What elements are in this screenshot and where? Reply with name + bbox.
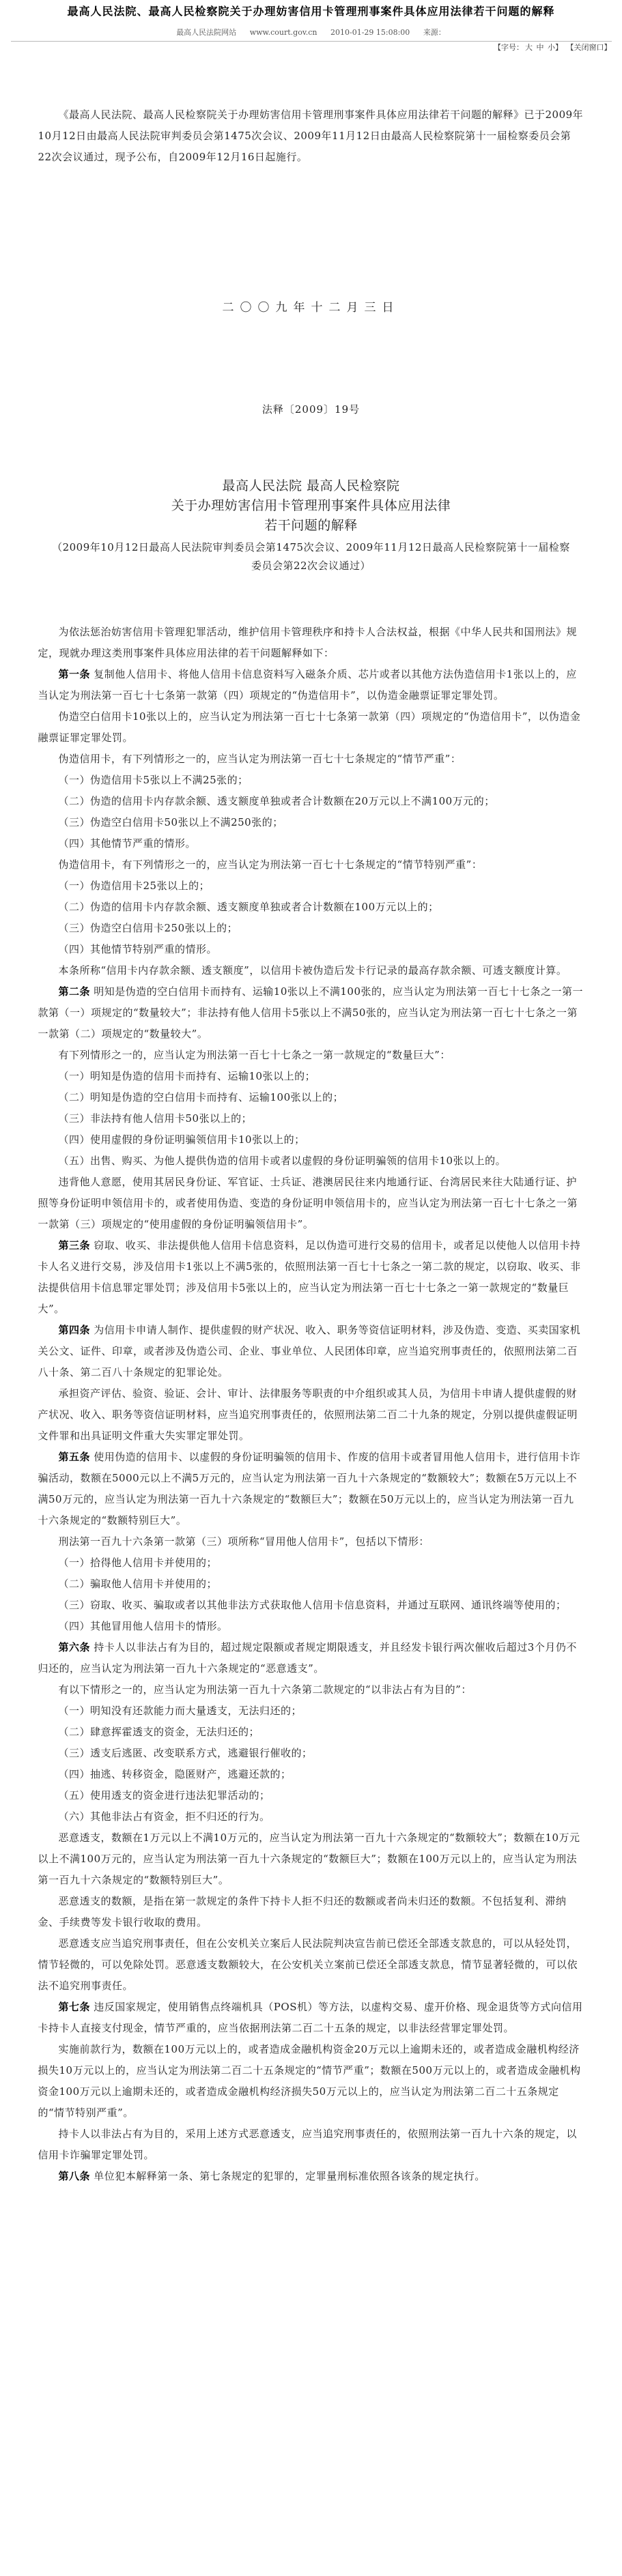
clause-text: （四）其他情节严重的情形。: [58, 837, 197, 850]
clause-paragraph: [38, 2124, 584, 2166]
clause-text: （一）拾得他人信用卡并使用的；: [58, 1557, 218, 1569]
publish-time: 2010-01-29 15:08:00: [330, 28, 410, 37]
clause-text: （三）非法持有他人信用卡50张以上的；: [58, 1112, 253, 1125]
clause-paragraph: [38, 1447, 584, 1531]
clause-paragraph: [38, 1066, 584, 1087]
font-size-label: 【字号：: [494, 43, 524, 52]
clause-text: （五）使用透支的资金进行违法犯罪活动的；: [58, 1789, 270, 1801]
clause-paragraph: [38, 1552, 584, 1574]
clause-text: （三）窃取、收买、骗取或者以其他非法方式获取他人信用卡信息资料，并通过互联网、通讯终端等使用的；: [58, 1599, 567, 1611]
clause-text: 有下列情形之一的，应当认定为刑法第一百七十七条之一第一款规定的“数量巨大”：: [58, 1049, 451, 1061]
clause-text: （一）伪造信用卡25张以上的；: [58, 880, 210, 892]
clause-paragraph: [38, 981, 584, 1045]
clause-paragraph: [38, 2039, 584, 2124]
clause-paragraph: [38, 1997, 584, 2039]
issue-date: 二〇〇九年十二月三日: [222, 301, 400, 315]
clause-paragraph: [38, 1320, 584, 1383]
clause-text: 使用伪造的信用卡、以虚假的身份证明骗领的信用卡、作废的信用卡或者冒用他人信用卡，进行信用卡诈骗活动，数额在5000元以上不满5万元的，应当认定为刑法第一百九十六条规定的“数额较大”；数额在5万元以上不满50万元的，应当认定为刑法第一百九十六条规定的“数额巨大”；数额在50万元以上的，应当认定为刑法第一百九十六条规定的“数额特别巨大”。: [38, 1451, 581, 1526]
clause-paragraph: [38, 1616, 584, 1637]
clause-paragraph: [38, 875, 584, 897]
clause-paragraph: [38, 1531, 584, 1552]
clause-paragraph: [38, 939, 584, 960]
clause-text: 承担资产评估、验资、验证、会计、审计、法律服务等职责的中介组织或其人员，为信用卡申请人提供虚假的财产状况、收入、职务等资信证明材料，应当追究刑事责任的，依照刑法第二百二十九条的规定，分别以提供虚假证明文件罪和出具证明文件重大失实罪定罪处罚。: [38, 1387, 578, 1442]
article-number: 第八条: [58, 2170, 91, 2182]
clause-paragraph: [38, 1827, 584, 1891]
clause-text: （二）骗取他人信用卡并使用的；: [58, 1578, 218, 1590]
clause-paragraph: [38, 706, 584, 749]
clause-paragraph: [38, 897, 584, 918]
clause-paragraph: [38, 1045, 584, 1066]
clause-text: 明知是伪造的空白信用卡而持有、运输10张以上不满100张的，应当认定为刑法第一百七十七条之一第一款第（一）项规定的“数量较大”；非法持有他人信用卡5张以上不满50张的，应当认定为刑法第一百七十七条之一第一款第（二）项规定的“数量较大”。: [38, 985, 584, 1040]
clause-paragraph: [38, 1701, 584, 1722]
clause-paragraph: [38, 1574, 584, 1595]
source-url: www.court.gov.cn: [249, 28, 317, 37]
clause-paragraph: [38, 1743, 584, 1764]
clause-paragraph: [38, 918, 584, 939]
clause-text: 刑法第一百九十六条第一款第（三）项所称“冒用他人信用卡”，包括以下情形：: [58, 1535, 429, 1548]
clause-paragraph: [38, 1637, 584, 1679]
clause-text: 违背他人意愿，使用其居民身份证、军官证、士兵证、港澳居民往来内地通行证、台湾居民来往大陆通行证、护照等身份证明申领信用卡的，或者使用伪造、变造的身份证明申领信用卡的，应当认定为刑法第一百七十七条之一第一款第（三）项规定的“使用虚假的身份证明骗领信用卡”。: [38, 1176, 578, 1230]
clause-text: 伪造空白信用卡10张以上的，应当认定为刑法第一百七十七条第一款第（四）项规定的“伪造信用卡”，以伪造金融票证罪定罪处罚。: [38, 710, 581, 744]
adoption-note: （2009年10月12日最高人民法院审判委员会第1475次会议、2009年11月12日最高人民检察院第十一届检察委员会第22次会议通过）: [52, 541, 570, 572]
clause-paragraph: [38, 770, 584, 791]
clause-paragraph: [38, 1129, 584, 1150]
clause-text: 窃取、收买、非法提供他人信用卡信息资料，足以伪造可进行交易的信用卡，或者足以使他人以信用卡持卡人名义进行交易，涉及信用卡1张以上不满5张的，依照刑法第一百七十七条之一第二款的规定，以窃取、收买、非法提供信用卡信息罪定罪处罚；涉及信用卡5张以上的，应当认定为刑法第一百七十七条之一第一款规定的“数量巨大”。: [38, 1239, 581, 1315]
clause-text: （四）使用虚假的身份证明骗领信用卡10张以上的；: [58, 1133, 305, 1146]
font-size-bracket: 】: [555, 43, 563, 52]
doc-heading-line-1: 最高人民法院 最高人民检察院: [222, 478, 400, 493]
clause-paragraph: [38, 1764, 584, 1785]
clause-text: 为信用卡申请人制作、提供虚假的财产状况、收入、职务等资信证明材料，涉及伪造、变造、买卖国家机关公文、证件、印章，或者涉及伪造公司、企业、事业单位、人民团体印章，应当追究刑事责任的，依照刑法第二百八十条、第二百八十条规定的犯罪论处。: [38, 1324, 581, 1378]
clause-text: （三）伪造空白信用卡50张以上不满250张的；: [58, 816, 283, 828]
tools-bar: [11, 41, 612, 53]
clause-text: （一）明知是伪造的信用卡而持有、运输10张以上的；: [58, 1070, 316, 1082]
clause-paragraph: [38, 791, 584, 812]
viewer-label: 来源：: [423, 28, 446, 37]
article-body: [38, 104, 584, 2187]
clause-text: 持卡人以非法占有为目的，采用上述方式恶意透支，应当追究刑事责任的，依照刑法第一百九十六条的规定，以信用卡诈骗罪定罪处罚。: [38, 2128, 578, 2161]
clause-text: （一）明知没有还款能力而大量透支，无法归还的；: [58, 1705, 302, 1717]
font-size-large-link[interactable]: 大: [525, 43, 533, 52]
clause-paragraph: [38, 1595, 584, 1616]
document-number: 法释〔2009〕19号: [261, 403, 361, 416]
article-number: 第六条: [58, 1641, 91, 1653]
clause-text: 实施前款行为，数额在100万元以上的，或者造成金融机构资金20万元以上逾期未还的，或者造成金融机构经济损失10万元以上的，应当认定为刑法第二百二十五条规定的“情节严重”；数额在500万元以上的，或者造成金融机构资金100万元以上逾期未还的，或者造成金融机构经济损失50万元以上的，应当认定为刑法第二百二十五条规定的“情节特别严重”。: [38, 2043, 581, 2119]
clause-paragraph: [38, 1383, 584, 1447]
article-number: 第四条: [58, 1324, 91, 1336]
font-size-medium-link[interactable]: 中: [536, 43, 544, 52]
clause-text: （二）伪造的信用卡内存款余额、透支额度单独或者合计数额在100万元以上的；: [58, 901, 439, 913]
doc-heading-line-3: 若干问题的解释: [264, 518, 358, 533]
article-number: 第一条: [58, 668, 91, 680]
clause-paragraph: [38, 833, 584, 854]
clauses: [38, 622, 584, 2187]
clause-text: （四）其他情节特别严重的情形。: [58, 943, 218, 955]
clause-text: （二）明知是伪造的空白信用卡而持有、运输100张以上的；: [58, 1091, 344, 1103]
clause-paragraph: [38, 664, 584, 706]
clause-text: 伪造信用卡，有下列情形之一的，应当认定为刑法第一百七十七条规定的“情节严重”：: [58, 753, 462, 765]
clause-paragraph: [38, 1785, 584, 1806]
clause-paragraph: [38, 1235, 584, 1320]
clause-text: （六）其他非法占有资金，拒不归还的行为。: [58, 1810, 270, 1823]
clause-text: （五）出售、购买、为他人提供伪造的信用卡或者以虚假的身份证明骗领的信用卡10张以上的。: [58, 1155, 507, 1167]
clause-paragraph: [38, 2166, 584, 2187]
clause-text: （三）透支后逃匿、改变联系方式，逃避银行催收的；: [58, 1747, 313, 1759]
clause-text: （二）伪造的信用卡内存款余额、透支额度单独或者合计数额在20万元以上不满100万元的；: [58, 795, 495, 807]
clause-paragraph: [38, 1933, 584, 1997]
clause-paragraph: [38, 749, 584, 770]
close-window-link[interactable]: 【关闭窗口】: [566, 43, 612, 52]
clause-paragraph: [38, 622, 584, 664]
article-number: 第三条: [58, 1239, 91, 1251]
intro-paragraph: 《最高人民法院、最高人民检察院关于办理妨害信用卡管理刑事案件具体应用法律若干问题的解释》已于2009年10月12日由最高人民法院审判委员会第1475次会议、2009年11月12日由最高人民检察院第十一届检察委员会第22次会议通过，现予公布，自2009年12月16日起施行。: [38, 108, 584, 163]
clause-paragraph: [38, 1150, 584, 1172]
source-label: 最高人民法院网站: [176, 28, 237, 37]
clause-paragraph: [38, 1108, 584, 1129]
clause-text: 恶意透支，数额在1万元以上不满10万元的，应当认定为刑法第一百九十六条规定的“数额较大”；数额在10万元以上不满100万元的，应当认定为刑法第一百九十六条规定的“数额巨大”；数额在100万元以上的，应当认定为刑法第一百九十六条规定的“数额特别巨大”。: [38, 1832, 580, 1886]
clause-text: （一）伪造信用卡5张以上不满25张的；: [58, 774, 249, 786]
page-title: 最高人民法院、最高人民检察院关于办理妨害信用卡管理刑事案件具体应用法律若干问题的解释: [67, 5, 555, 18]
clause-text: 为依法惩治妨害信用卡管理犯罪活动，维护信用卡管理秩序和持卡人合法权益，根据《中华人民共和国刑法》规定，现就办理这类刑事案件具体应用法律的若干问题解释如下：: [38, 626, 578, 659]
font-size-small-link[interactable]: 小: [548, 43, 555, 52]
article-number: 第二条: [58, 985, 91, 998]
clause-paragraph: [38, 1806, 584, 1827]
clause-text: 恶意透支应当追究刑事责任，但在公安机关立案后人民法院判决宣告前已偿还全部透支款息的，可以从轻处罚，情节轻微的，可以免除处罚。恶意透支数额较大，在公安机关立案前已偿还全部透支款息，情节显著轻微的，可以依法不追究刑事责任。: [38, 1937, 578, 1992]
article-number: 第五条: [58, 1451, 91, 1463]
clause-paragraph: [38, 1722, 584, 1743]
clause-paragraph: [38, 960, 584, 981]
clause-text: （四）抽逃、转移资金，隐匿财产，逃避还款的；: [58, 1768, 292, 1780]
article-meta: [72, 27, 550, 38]
clause-text: （三）伪造空白信用卡250张以上的；: [58, 922, 238, 934]
clause-text: 违反国家规定，使用销售点终端机具（POS机）等方法，以虚构交易、虚开价格、现金退货等方式向信用卡持卡人直接支付现金，情节严重的，应当依据刑法第二百二十五条的规定，以非法经营罪定罪处罚。: [38, 2001, 583, 2034]
clause-paragraph: [38, 854, 584, 875]
clause-text: 单位犯本解释第一条、第七条规定的犯罪的，定罪量刑标准依照各该条的规定执行。: [94, 2170, 485, 2182]
clause-text: 有以下情形之一的，应当认定为刑法第一百九十六条第二款规定的“以非法占有为目的”：: [58, 1683, 472, 1696]
clause-text: 伪造信用卡，有下列情形之一的，应当认定为刑法第一百七十七条规定的“情节特别严重”：: [58, 858, 483, 871]
clause-text: （二）肆意挥霍透支的资金，无法归还的；: [58, 1726, 260, 1738]
clause-text: 复制他人信用卡、将他人信用卡信息资料写入磁条介质、芯片或者以其他方法伪造信用卡1张以上的，应当认定为刑法第一百七十七条第一款第（四）项规定的“伪造信用卡”，以伪造金融票证罪定罪处罚。: [38, 668, 577, 701]
clause-text: 本条所称“信用卡内存款余额、透支额度”，以信用卡被伪造后发卡行记录的最高存款余额、可透支额度计算。: [58, 964, 567, 976]
clause-paragraph: [38, 1679, 584, 1701]
clause-paragraph: [38, 1172, 584, 1235]
clause-paragraph: [38, 812, 584, 833]
clause-paragraph: [38, 1087, 584, 1108]
clause-text: （四）其他冒用他人信用卡的情形。: [58, 1620, 228, 1632]
clause-text: 持卡人以非法占有为目的，超过规定限额或者规定期限透支，并且经发卡银行两次催收后超过3个月仍不归还的，应当认定为刑法第一百九十六条规定的“恶意透支”。: [38, 1641, 577, 1675]
clause-text: 恶意透支的数额，是指在第一款规定的条件下持卡人拒不归还的数额或者尚未归还的数额。不包括复利、滞纳金、手续费等发卡银行收取的费用。: [38, 1895, 567, 1928]
clause-paragraph: [38, 1891, 584, 1933]
doc-heading-line-2: 关于办理妨害信用卡管理刑事案件具体应用法律: [171, 498, 451, 513]
article-number: 第七条: [58, 2001, 91, 2013]
